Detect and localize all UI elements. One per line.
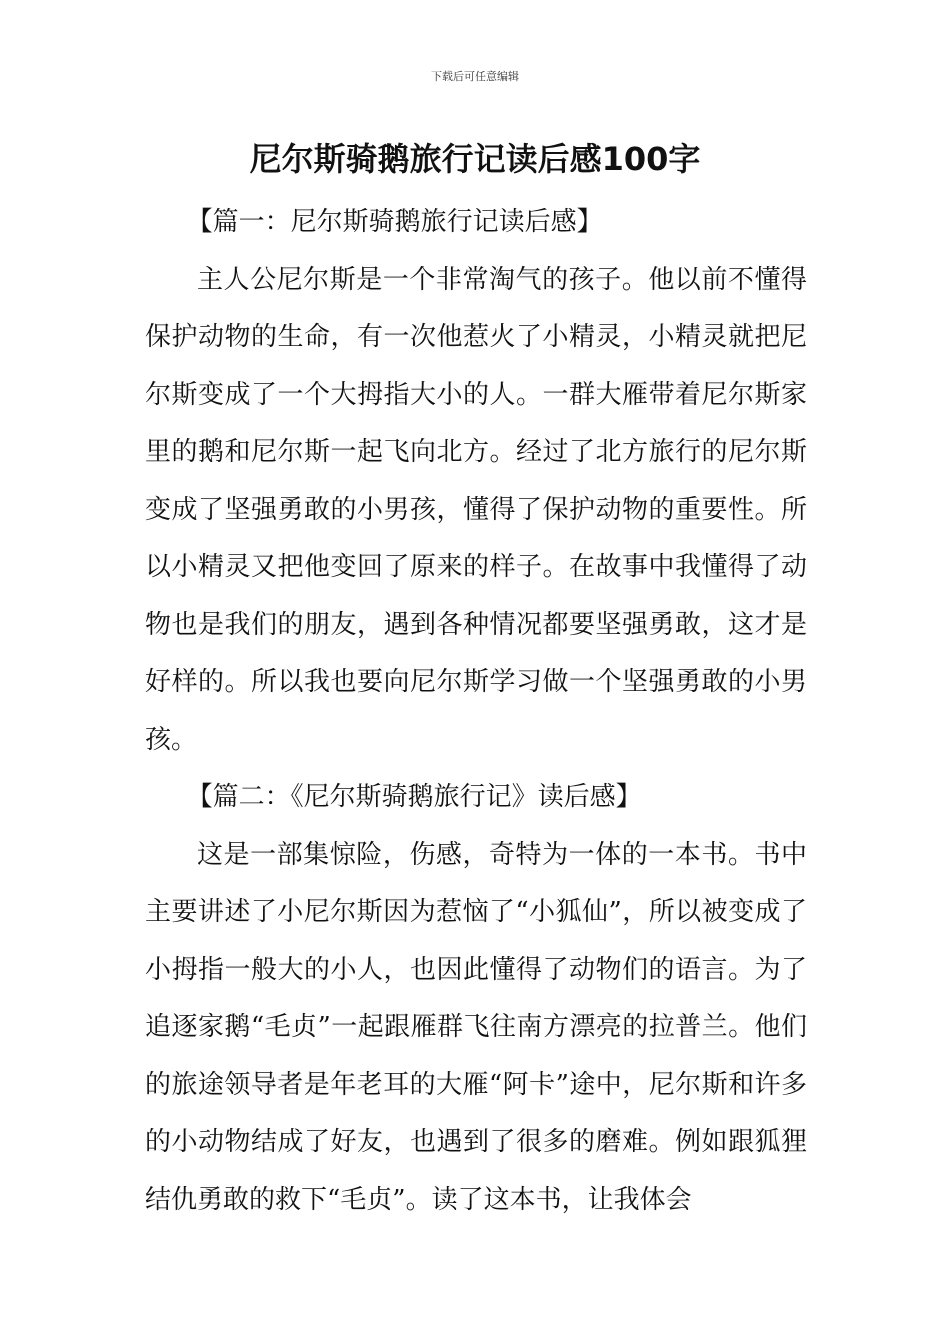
section-paragraph-2: 这是一部集惊险，伤感，奇特为一体的一本书。书中主要讲述了小尼尔斯因为惹恼了“小狐仙”，所以被变成了小拇指一般大的小人，也因此懂得了动物们的语言。为了追逐家鹅“毛贞”一起跟雁群飞往南方漂亮的拉普兰。他们的旅途领导者是年老耳的大雁“阿卡”途中，尼尔斯和许多的小动物结成了好友，也遇到了很多的磨难。例如跟狐狸结仇勇敢的救下“毛贞”。读了这本书，让我体会 — [145, 839, 807, 1215]
section-paragraph-1: 主人公尼尔斯是一个非常淘气的孩子。他以前不懂得保护动物的生命，有一次他惹火了小精灵，小精灵就把尼尔斯变成了一个大拇指大小的人。一群大雁带着尼尔斯家里的鹅和尼尔斯一起飞向北方。经过了北方旅行的尼尔斯变成了坚强勇敢的小男孩，懂得了保护动物的重要性。所以小精灵又把他变回了原来的样子。在故事中我懂得了动物也是我们的朋友，遇到各种情况都要坚强勇敢，这才是好样的。所以我也要向尼尔斯学习做一个坚强勇敢的小男孩。 — [145, 264, 807, 755]
section-heading-1: 【篇一：尼尔斯骑鹅旅行记读后感】 — [186, 207, 603, 237]
document-title: 尼尔斯骑鹅旅行记读后感100字 — [249, 140, 701, 178]
section-heading-2: 【篇二：《尼尔斯骑鹅旅行记》读后感】 — [186, 782, 642, 812]
document-body — [145, 194, 807, 1229]
header-note: 下载后可任意编辑 — [431, 70, 519, 83]
